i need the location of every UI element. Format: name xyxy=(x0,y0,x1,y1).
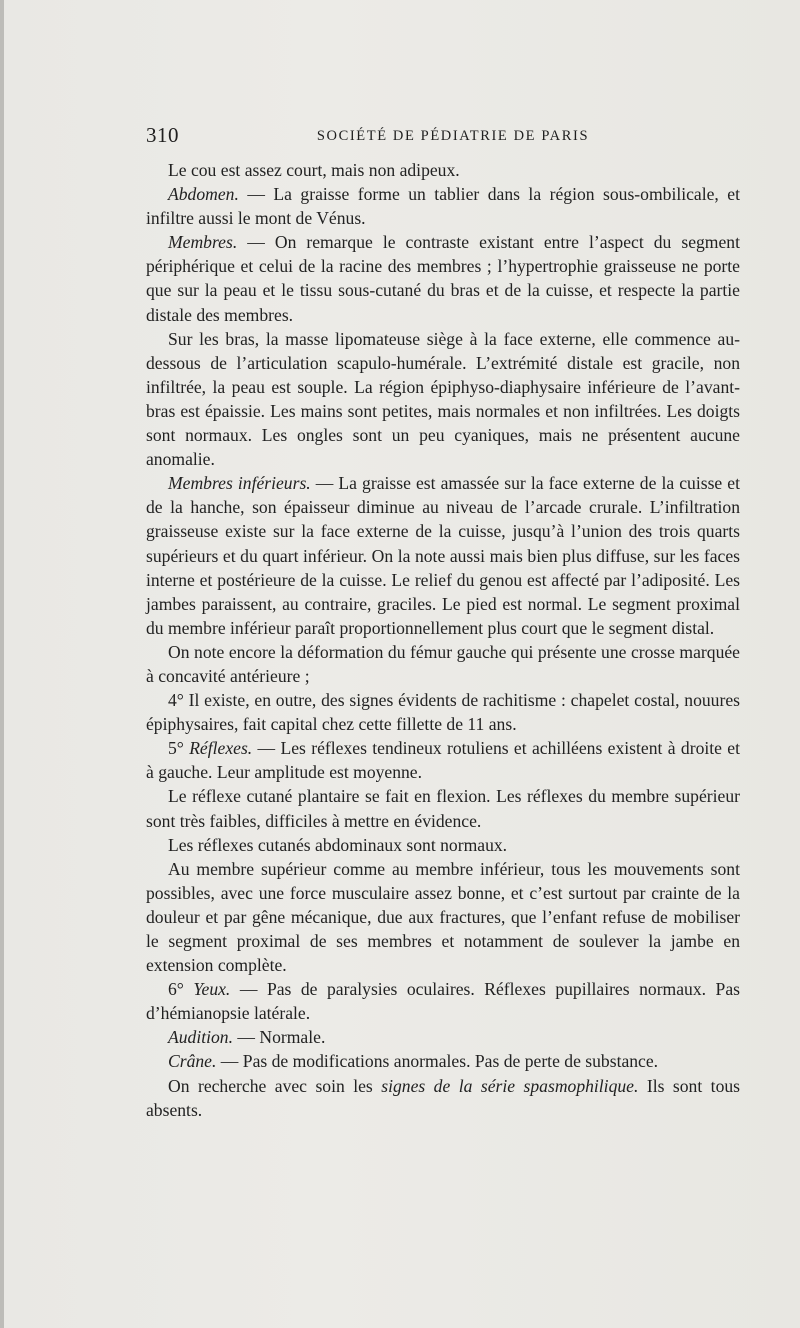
paragraph-reflexes-abdominaux: Les réflexes cutanés abdominaux sont normaux. xyxy=(168,834,508,855)
item-number-6: 6° xyxy=(168,979,194,1000)
paragraph-crane xyxy=(146,1049,740,1073)
page-header xyxy=(146,123,740,151)
paragraph-mouvements: Au membre supérieur comme au membre inférieur, tous les mouvements sont possibles, avec une force musculaire assez bonne, et c’est surtout par crainte de la douleur et par gêne mécanique, due aux fractures, que l’enfant refuse de mobiliser le segment proximal de ses membres et notamment de soulever la jambe en extension complète. xyxy=(146,858,740,976)
paragraph-crane-text: — Pas de modifications anormales. Pas de perte de substance. xyxy=(216,1051,659,1072)
paragraph-membres-inferieurs xyxy=(146,471,740,640)
section-label-membres: Membres. xyxy=(168,232,238,253)
paragraph-rachitisme: 4° Il existe, en outre, des signes évidents de rachitisme : chapelet costal, nouures épiphysaires, fait capital chez cette fillette de 11 ans. xyxy=(146,690,740,735)
page-spine-edge xyxy=(0,0,4,1328)
running-title: SOCIÉTÉ DE PÉDIATRIE DE PARIS xyxy=(316,128,590,144)
page-number: 310 xyxy=(146,123,179,147)
section-label-abdomen: Abdomen. xyxy=(168,184,239,205)
paragraph-membres-text: — On remarque le contraste existant entre l’aspect du segment périphérique et celui de la racine des membres ; l’hypertrophie graisseuse ne porte que sur la peau et le tissu sous-cutané du bras et de la cuisse, et respecte la partie distale des membres. xyxy=(146,232,740,325)
section-label-reflexes: Réflexes. xyxy=(189,738,253,759)
paragraph-spasmophilie-text-b: Ils sont tous absents. xyxy=(146,1075,741,1120)
paragraph-abdomen-text: — La graisse forme un tablier dans la région sous-ombilicale, et infiltre aussi le mont de Vénus. xyxy=(146,184,740,229)
item-number-5: 5° xyxy=(168,738,190,759)
paragraph-yeux-text: — Pas de paralysies oculaires. Réflexes pupillaires normaux. Pas d’hémianopsie latérale. xyxy=(146,979,740,1024)
paragraph-femur: On note encore la déformation du fémur gauche qui présente une crosse marquée à concavité antérieure ; xyxy=(146,641,740,686)
paragraph-bras: Sur les bras, la masse lipomateuse siège à la face externe, elle commence au-dessous de l’articulation scapulo-humérale. L’extrémité distale est gracile, non infiltrée, la peau est souple. La région épiphyso-diaphysaire inférieure de l’avant-bras est épaissie. Les mains sont petites, mais normales et non infiltrées. Les doigts sont normaux. Les ongles sont un peu cyaniques, mais ne présentent aucune anomalie. xyxy=(146,328,740,470)
paragraph-spasmophilie xyxy=(146,1074,740,1122)
body-text xyxy=(146,158,740,1122)
paragraph-reflexes-text: — Les réflexes tendineux rotuliens et achilléens existent à droite et à gauche. Leur amplitude est moyenne. xyxy=(146,738,740,783)
section-label-membres-inferieurs: Membres inférieurs. xyxy=(168,473,311,494)
paragraph-reflexes xyxy=(146,736,740,784)
section-label-yeux: Yeux. xyxy=(193,979,231,1000)
section-label-audition: Audition. xyxy=(168,1027,233,1048)
section-label-spasmophilie: signes de la série spasmophilique. xyxy=(381,1075,639,1096)
paragraph-neck: Le cou est assez court, mais non adipeux. xyxy=(168,160,460,180)
paragraph-membres-inferieurs-text: — La graisse est amassée sur la face externe de la cuisse et de la hanche, son épaisseur diminue au niveau de l’arcade crurale. L’infiltration graisseuse existe sur la face externe de la cuisse, jusqu’à l’union des trois quarts supérieurs et du quart inférieur. On la note aussi mais bien plus diffuse, sur les faces interne et postérieure de la cuisse. Le relief du genou est affecté par l’adiposité. Les jambes paraissent, au contraire, graciles. Le pied est normal. Le segment proximal du membre inférieur paraît proportionnellement plus court que le segment distal. xyxy=(146,473,741,638)
paragraph-yeux xyxy=(146,977,740,1025)
paragraph-membres xyxy=(146,230,740,326)
paragraph-audition-text: — Normale. xyxy=(233,1027,326,1048)
paragraph-audition xyxy=(146,1025,740,1049)
paragraph-abdomen xyxy=(146,182,740,230)
section-label-crane: Crâne. xyxy=(168,1051,217,1072)
paragraph-spasmophilie-text-a: On recherche avec soin les xyxy=(168,1075,382,1096)
paragraph-reflexe-plantaire: Le réflexe cutané plantaire se fait en flexion. Les réflexes du membre supérieur sont très faibles, difficiles à mettre en évidence. xyxy=(146,786,740,831)
